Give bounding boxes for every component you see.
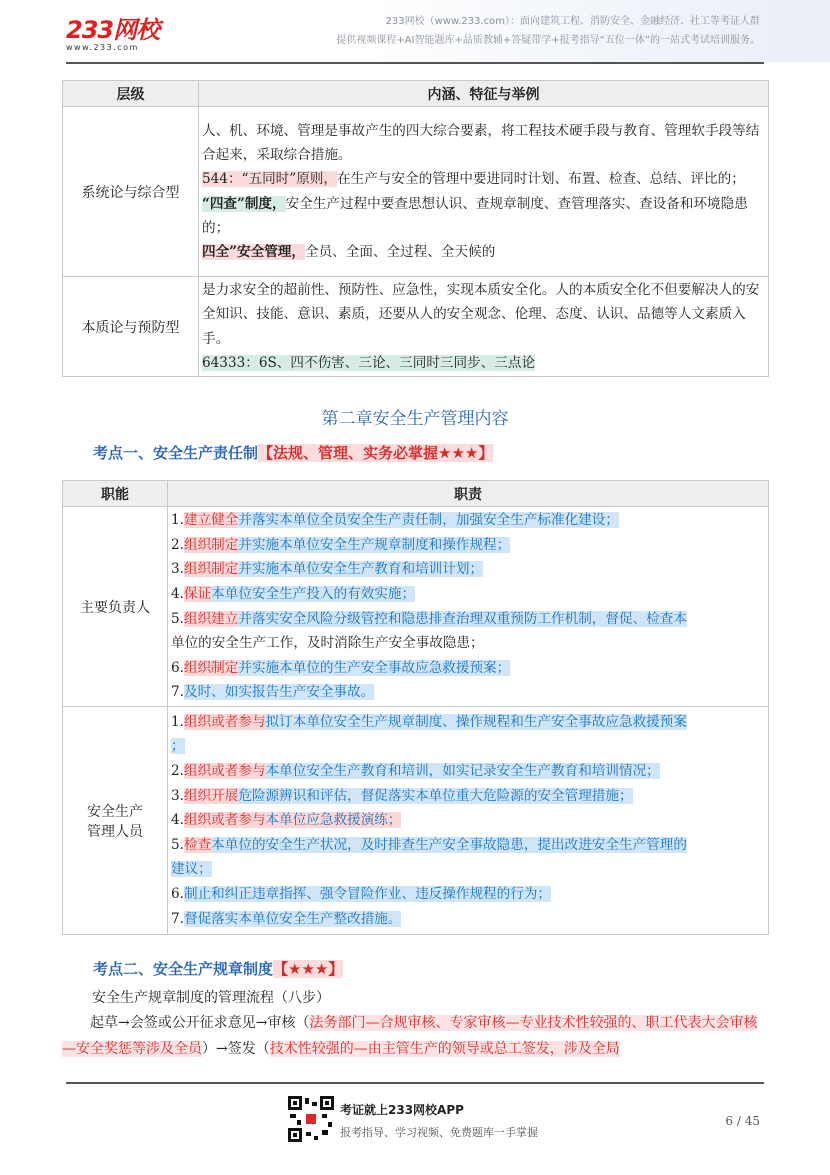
duty-text: 制止和纠正违章指挥、强令冒险作业、违反操作规程的行为；	[183, 885, 552, 902]
key-point-tag: 【法规、管理、实务必掌握★★★】	[258, 444, 494, 462]
column-header-function: 职能	[63, 481, 168, 507]
duty-verb: 组织建立	[183, 610, 239, 627]
footer-divider	[66, 1082, 764, 1084]
footer-title: 考证就上233网校APP	[340, 1103, 464, 1117]
duty-cell	[168, 507, 769, 707]
duty-verb: 保证	[183, 585, 212, 602]
header-line-2: 提供视频课程+AI智能题库+品质教辅+答疑带学+报考指导“五位一体”的一站式考试培训服务。	[336, 35, 760, 46]
footer-subtitle: 报考指导、学习视频、免费题库一手掌握	[340, 1126, 538, 1139]
highlight-term: 544：“五同时”原则，	[202, 171, 338, 188]
column-header-level: 层级	[63, 81, 199, 107]
level-cell: 本质论与预防型	[63, 277, 199, 377]
duty-item: 7.及时、如实报告生产安全事故。	[171, 684, 375, 701]
column-header-content: 内涵、特征与举例	[199, 81, 769, 107]
role-cell: 主要负责人	[63, 507, 168, 707]
header-line-1: 233网校（www.233.com）：面向建筑工程、消防安全、金融经济、社工等考证人群	[385, 16, 760, 27]
key-point-tag: 【★★★】	[273, 960, 344, 978]
duty-verb: 组织制定	[183, 659, 239, 676]
table-row	[63, 707, 769, 935]
duty-item: 4.组织或者参与本单位应急救援演练；	[171, 812, 402, 829]
duty-verb: 建立健全	[183, 512, 239, 529]
duty-item: 1.组织或者参与拟订本单位安全生产规章制度、操作规程和生产安全事故应急救援预案 ；	[171, 713, 687, 755]
duty-verb: 组织或者参与	[183, 713, 266, 730]
duty-text: 督促落实本单位安全生产整改措施。	[183, 910, 402, 927]
duty-item: 7.督促落实本单位安全生产整改措施。	[171, 910, 402, 927]
content-cell	[199, 107, 769, 277]
duty-text: 拟订本单位安全生产规章制度、操作规程和生产安全事故应急救援预案	[265, 713, 687, 730]
role-cell: 安全生产 管理人员	[63, 707, 168, 935]
content-text: 人、机、环境、管理是事故产生的四大综合要素，将工程技术硬手段与教育、管理软手段等结合起来，采取综合措施。	[202, 122, 760, 164]
content-text: 在生产与安全的管理中要进同时计划、布置、检查、总结、评比的；	[337, 171, 745, 188]
key-point-title: 考点二、安全生产规章制度	[93, 960, 274, 978]
content-text: 全员、全面、全过程、全天候的	[304, 243, 496, 260]
highlight-term: 64333：6S、四不伤害、三论、三同时三同步、三点论	[202, 354, 536, 371]
duty-text: 本单位应急救援演练；	[265, 812, 402, 829]
content-text: 安全生产过程中要查思想认识、查规章制度、查管理落实、查设备和环境隐患的；	[202, 195, 748, 236]
duty-text: 本单位安全生产教育和培训，如实记录安全生产教育和培训情况；	[265, 763, 660, 780]
highlight-text: 法务部门—合规审核、专家审核—专业技术性较强的、职工代表大会审核—安全奖惩等涉及全员	[62, 1015, 758, 1057]
duty-item: 2.组织制定并实施本单位安全生产规章制度和操作规程；	[171, 536, 511, 553]
duty-text: 并落实本单位全员安全生产责任制，加强安全生产标准化建设；	[238, 512, 619, 529]
paragraph: 安全生产规章制度的管理流程（八步）	[92, 990, 330, 1006]
chapter-title: 第二章安全生产管理内容	[321, 409, 509, 429]
content-cell	[199, 277, 769, 377]
duty-verb: 组织开展	[183, 787, 239, 804]
duty-item: 6.制止和纠正违章指挥、强令冒险作业、违反操作规程的行为；	[171, 885, 552, 902]
column-header-duty: 职责	[168, 481, 769, 507]
duty-verb: 组织制定	[183, 536, 239, 553]
header-divider	[66, 62, 764, 64]
key-point-heading	[93, 442, 493, 463]
duty-item: 5.检查本单位的安全生产状况，及时排查生产安全事故隐患，提出改进安全生产管理的 建议；	[171, 836, 687, 878]
logo-url: www.233.com	[66, 43, 139, 52]
page-number: 6 / 45	[725, 1114, 760, 1128]
header-tagline	[336, 12, 760, 50]
duty-cell	[168, 707, 769, 935]
key-point-heading	[93, 958, 343, 979]
highlight-term: “四查”制度，	[202, 195, 286, 212]
duty-item: 1.建立健全并落实本单位全员安全生产责任制，加强安全生产标准化建设；	[171, 512, 619, 529]
duty-text: 本单位安全生产投入的有效实施；	[211, 585, 416, 602]
paragraph: 起草→会签或公开征求意见→审核（法务部门—合规审核、专家审核—专业技术性较强的、职工代表大会审核—安全奖惩等涉及全员）→签发（技术性较强的—由主管生产的领导或总工签发，涉及全局	[62, 1015, 758, 1057]
duty-text: 危险源辨识和评估，督促落实本单位重大危险源的安全管理措施；	[238, 787, 633, 804]
highlight-term: 四全”安全管理，	[202, 243, 305, 260]
site-logo[interactable]	[66, 10, 159, 52]
duty-text: 并实施本单位的生产安全事故应急救援预案；	[238, 659, 511, 676]
duty-text: 本单位的安全生产状况，及时排查生产安全事故隐患，提出改进安全生产管理的	[211, 836, 687, 853]
table-header-row	[63, 481, 769, 507]
duty-text: 单位的安全生产工作，及时消除生产安全事故隐患；	[171, 635, 484, 652]
duty-item: 5.组织建立并落实安全风险分级管控和隐患排查治理双重预防工作机制，督促、检查本 单位的安全生产工作，及时消除生产安全事故隐患；	[171, 610, 687, 652]
duty-text: 并实施本单位安全生产教育和培训计划；	[238, 561, 484, 578]
duty-item: 6.组织制定并实施本单位的生产安全事故应急救援预案；	[171, 659, 511, 676]
safety-theory-table	[62, 80, 769, 377]
highlight-text: 技术性较强的—由主管生产的领导或总工签发，涉及全局	[269, 1041, 620, 1057]
duty-verb: 检查	[183, 836, 212, 853]
duty-text: 并落实安全风险分级管控和隐患排查治理双重预防工作机制，督促、检查本	[238, 610, 687, 627]
duty-item: 4.保证本单位安全生产投入的有效实施；	[171, 585, 416, 602]
qr-code-icon[interactable]	[288, 1096, 334, 1142]
logo-text: 233网校	[66, 16, 160, 44]
responsibility-table	[62, 480, 769, 935]
table-header-row	[63, 81, 769, 107]
key-point-title: 考点一、安全生产责任制	[93, 444, 259, 462]
duty-item: 2.组织或者参与本单位安全生产教育和培训，如实记录安全生产教育和培训情况；	[171, 763, 660, 780]
content-text: 是力求安全的超前性、预防性、应急性，实现本质安全化。人的本质安全化不但要解决人的安全知识、技能、意识、素质，还要从人的安全观念、伦理、态度、认识、品德等人文素质入手。	[202, 282, 760, 347]
duty-text: 并实施本单位安全生产规章制度和操作规程；	[238, 536, 511, 553]
duty-verb: 组织或者参与	[183, 812, 266, 829]
duty-item: 3.组织开展危险源辨识和评估，督促落实本单位重大危险源的安全管理措施；	[171, 787, 633, 804]
table-row	[63, 277, 769, 377]
duty-text: 及时、如实报告生产安全事故。	[183, 684, 375, 701]
level-cell: 系统论与综合型	[63, 107, 199, 277]
table-row	[63, 107, 769, 277]
duty-verb: 组织制定	[183, 561, 239, 578]
duty-verb: 组织或者参与	[183, 763, 266, 780]
table-row	[63, 507, 769, 707]
duty-item: 3.组织制定并实施本单位安全生产教育和培训计划；	[171, 561, 484, 578]
